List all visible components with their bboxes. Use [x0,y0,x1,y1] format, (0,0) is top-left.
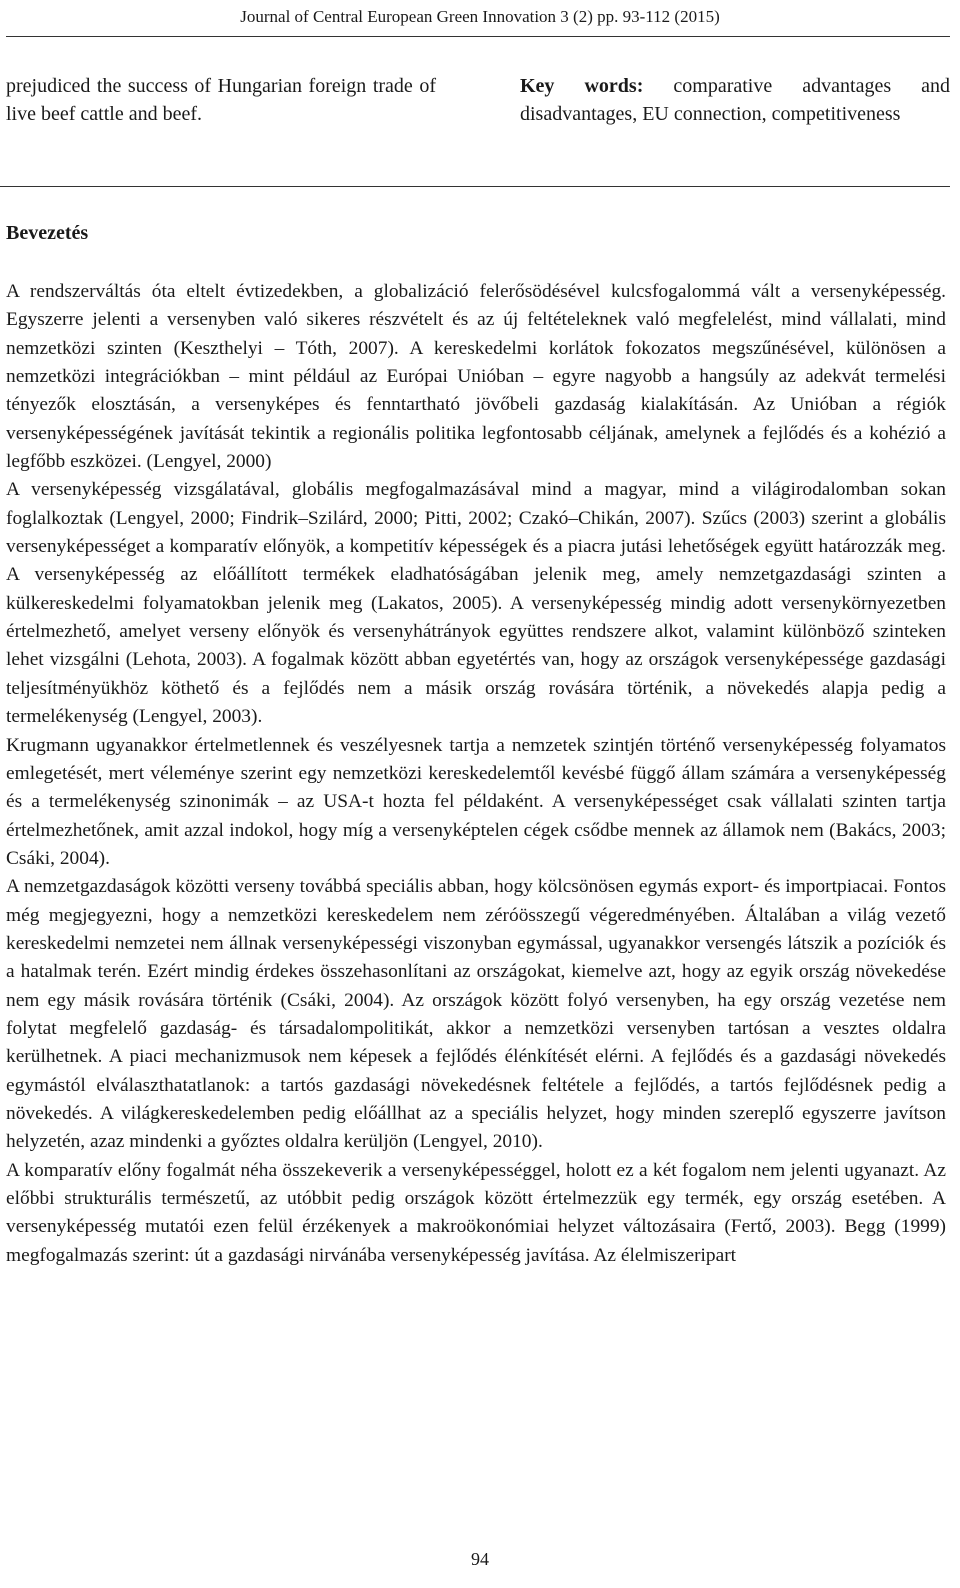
body-paragraph-1: A rendszerváltás óta eltelt évtizedekben, a globalizáció felerősödésével kulcsfogalommá vált a versenyképesség. Egyszerre jelenti a versenyben való sikeres részvételt és az új feltételeknek való megfelelést, mind vállalati, mind nemzetközi szinten (Keszthelyi – Tóth, 2007). A kereskedelmi korlátok fokozatos megszűnésével, különösen a nemzetközi integrációkban – mint például az Európai Unióban – egyre nagyobb a hangsúly az adekvát termelési tényezők elosztásán, a versenyképes és fenntartható jövőbeli gazdaság kialakításán. Az Unióban a régiók versenyképességének javítását tekintik a regionális politika legfontosabb céljának, amelynek a fejlődés és a kohézió a legfőbb eszközei. (Lengyel, 2000) [6,281,946,473]
body-text [6,278,946,1270]
running-header: Journal of Central European Green Innovation 3 (2) pp. 93-112 (2015) [240,7,720,26]
body-paragraph-5: A komparatív előny fogalmát néha összekeverik a versenyképességgel, holott ez a két fogalom nem jelenti ugyanazt. Az előbbi strukturális természetű, az utóbbit pedig országok között értelmezzük egy termék, egy ország esetében. A versenyképesség mutatói ezen felül érzékenyek a makroökonómiai helyzet változásaira (Fertő, 2003). Begg (1999) megfogalmazás szerint: út a gazdasági nirvánába versenyképesség javítása. Az élelmiszeripart [6,1159,946,1266]
keywords-column [520,72,950,128]
page-number: 94 [471,1549,489,1569]
section-divider [0,186,950,187]
abstract-tail-text: prejudiced the success of Hungarian foreign trade of live beef cattle and beef. [6,75,436,125]
abstract-keywords-block [6,72,950,128]
keywords-label: Key words: [520,75,644,97]
body-paragraph-2: A versenyképesség vizsgálatával, globális megfogalmazásával mind a magyar, mind a világirodalomban sokan foglalkoztak (Lengyel, 2000; Findrik–Szilárd, 2000; Pitti, 2002; Czakó–Chikán, 2007). Szűcs (2003) szerint a globális versenyképességet a komparatív előnyök, a kompetitív képességek és a piacra jutási lehetőségek együtt határozzák meg. A versenyképesség az előállított termékek eladhatóságában jelenik meg, amely nemzetgazdasági szinten a külkereskedelmi folyamatokban jelenik meg (Lakatos, 2005). A versenyképesség mindig adott versenykörnyezetben értelmezhető, amelyet verseny előnyök és versenyhátrányok együttes rendszere alkot, valamint különböző szinteken lehet vizsgálni (Lehota, 2003). A fogalmak között abban egyetértés van, hogy az országok versenyképessége gazdasági teljesítményükhöz köthető és a fejlődés nem a másik ország rovására történik, a növekedés alapja pedig a termelékenység (Lengyel, 2003). [6,479,946,728]
keywords-text: comparative advantages and disadvantages, EU connection, competitiveness [520,75,951,125]
header-divider [6,36,950,37]
section-heading: Bevezetés [6,222,89,244]
keywords-paragraph [520,72,950,128]
body-paragraph-4: A nemzetgazdaságok közötti verseny továbbá speciális abban, hogy kölcsönösen egymás export- és importpiacai. Fontos még megjegyezni, hogy a nemzetközi kereskedelem nem zéróösszegű végeredményében. Általában a világ vezető kereskedelmi nemzetei nem állnak versenyképességi viszonyban egymással, ugyanakkor versengés látszik a pozíciók és a hatalmak terén. Ezért mindig érdekes összehasonlítani az országokat, kiemelve azt, hogy az egyik ország növekedése nem egy másik rovására történik (Csáki, 2004). Az országok között folyó versenyben, ha egy ország vezetése nem folytat megfelelő gazdaság- és társadalompolitikát, akkor a nemzetközi versenyben tartósan a vesztes oldalra kerülhetnek. A piaci mechanizmusok nem képesek a fejlődés élénkítését elérni. A fejlődés és a gazdasági növekedés egymástól elválaszthatatlanok: a tartós gazdasági növekedésnek feltétele a fejlődés, a tartós fejlődésnek pedig a növekedés. A világkereskedelemben pedig előállhat az a speciális helyzet, hogy minden szereplő egyszerre javítson helyzetén, azaz mindenki a győztes oldalra kerüljön (Lengyel, 2010). [6,876,946,1153]
body-paragraph-3: Krugmann ugyanakkor értelmetlennek és veszélyesnek tartja a nemzetek szintjén történő versenyképesség folyamatos emlegetését, mert véleménye szerint egy nemzetközi kereskedelemtől kevésbé függő állam számára a versenyképesség és a termelékenység szinonimák – az USA-t hozta fel példaként. A versenyképességet csak vállalati szinten tartja értelmezhetőnek, amit azzal indokol, hogy míg a versenyképtelen cégek csődbe mennek az államok nem (Bakács, 2003; Csáki, 2004). [6,734,946,869]
abstract-column [6,72,436,128]
